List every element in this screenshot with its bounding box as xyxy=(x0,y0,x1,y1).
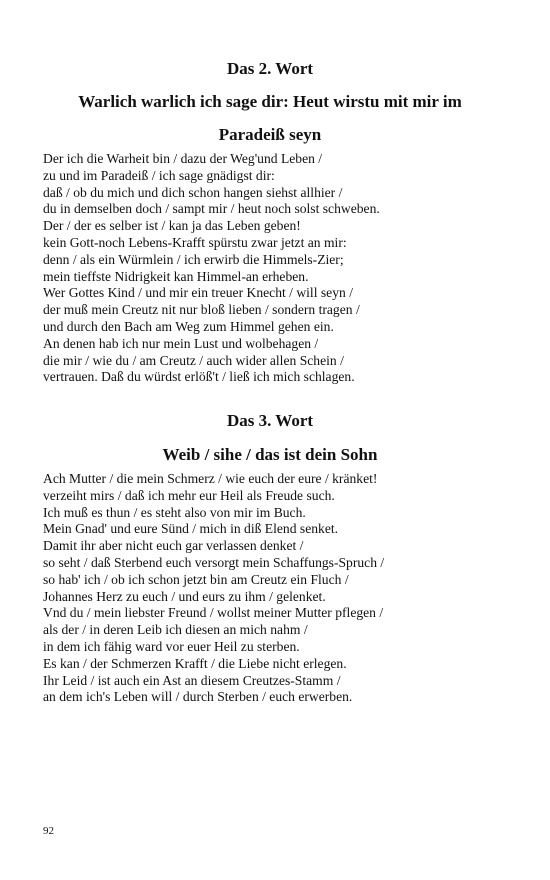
poem-line: Es kan / der Schmerzen Krafft / die Liebe nicht erlegen. xyxy=(43,655,347,671)
section-2-subtitle-line-1: Warlich warlich ich sage dir: Heut wirstu mit mir im xyxy=(78,92,462,111)
poem-line: Mein Gnad' und eure Sünd / mich in diß Elend senket. xyxy=(43,521,339,537)
poem-line: verzeiht mirs / daß ich mehr eur Heil als Freude such. xyxy=(43,487,335,503)
poem-line: vertrauen. Daß du würdst erlöß't / ließ ich mich schlagen. xyxy=(43,369,355,385)
poem-line: und durch den Bach am Weg zum Himmel gehen ein. xyxy=(43,318,334,334)
poem-line: der muß mein Creutz nit nur bloß lieben / sondern tragen / xyxy=(43,302,360,318)
section-2-poem xyxy=(43,151,523,386)
poem-line: in dem ich fähig ward vor euer Heil zu sterben. xyxy=(43,638,300,654)
section-2-title: Das 2. Wort xyxy=(226,59,314,78)
poem-line: Johannes Herz zu euch / und eurs zu ihm / gelenket. xyxy=(43,588,326,604)
poem-line: als der / in deren Leib ich diesen an mich nahm / xyxy=(43,622,308,638)
poem-line: Damit ihr aber nicht euch gar verlassen denket / xyxy=(43,538,304,554)
section-2-subtitle-line-2: Paradeiß seyn xyxy=(218,125,322,144)
poem-line: mein tieffste Nidrigkeit kan Himmel-an erheben. xyxy=(43,268,309,284)
poem-line: denn / als ein Würmlein / ich erwirb die Himmels-Zier; xyxy=(43,251,344,267)
poem-line: so seht / daß Sterbend euch versorgt mein Schaffungs-Spruch / xyxy=(43,554,385,570)
poem-line: Vnd du / mein liebster Freund / wollst meiner Mutter pflegen / xyxy=(43,605,384,621)
poem-line: Ihr Leid / ist auch ein Ast an diesem Creutzes-Stamm / xyxy=(43,672,341,688)
poem-line: Der ich die Warheit bin / dazu der Weg'und Leben / xyxy=(43,151,323,166)
poem-line: Ich muß es thun / es steht also von mir im Buch. xyxy=(43,504,306,520)
section-3-poem xyxy=(43,471,523,706)
poem-line: so hab' ich / ob ich schon jetzt bin am Creutz ein Fluch / xyxy=(43,571,349,587)
poem-line: an dem ich's Leben will / durch Sterben / euch erwerben. xyxy=(43,689,353,705)
poem-line: du in demselben doch / sampt mir / heut noch solst schweben. xyxy=(43,201,380,217)
poem-line: Wer Gottes Kind / und mir ein treuer Knecht / will seyn / xyxy=(43,285,353,301)
poem-line: zu und im Paradeiß / ich sage gnädigst dir: xyxy=(43,167,275,183)
poem-line: daß / ob du mich und dich schon hangen siehst allhier / xyxy=(43,184,343,200)
section-3-title: Das 3. Wort xyxy=(226,411,314,430)
poem-line: Ach Mutter / die mein Schmerz / wie euch der eure / kränket! xyxy=(43,471,378,486)
poem-line: An denen hab ich nur mein Lust und wolbehagen / xyxy=(43,335,319,351)
page-number: 92 xyxy=(43,825,54,837)
poem-line: Der / der es selber ist / kan ja das Leben geben! xyxy=(43,218,301,234)
poem-line: die mir / wie du / am Creutz / auch wider allen Schein / xyxy=(43,352,344,368)
poem-line: kein Gott-noch Lebens-Krafft spürstu zwar jetzt an mir: xyxy=(43,234,347,250)
section-3-subtitle: Weib / sihe / das ist dein Sohn xyxy=(162,445,378,464)
